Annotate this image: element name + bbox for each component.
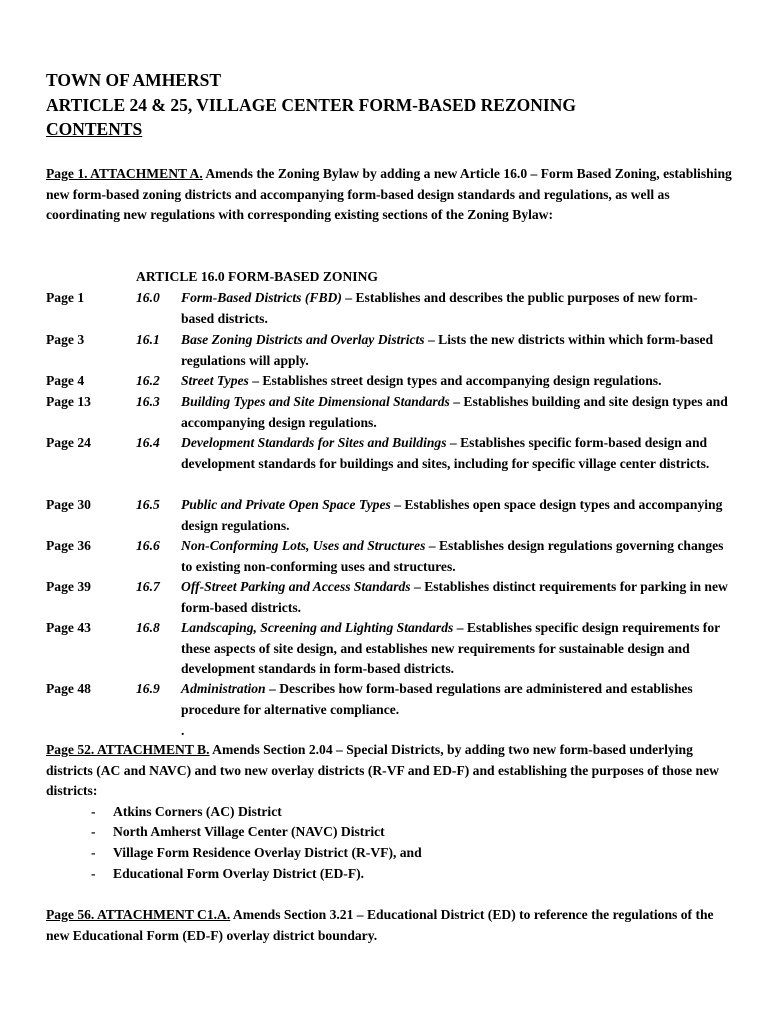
toc-section-number: 16.9 [136,681,160,696]
attachment-b-text: Amends Section 2.04 – Special Districts, by adding two new form-based underlying districts (AC and NAVC) and two new overlay districts (R-VF and ED-F) and establishing the purposes of those new districts: [46,742,719,799]
toc-section-desc: – Establishes design regulations governing changes to existing non-conforming uses and structures. [181,538,724,574]
attachment-c-paragraph [46,905,736,946]
toc-section-title: Base Zoning Districts and Overlay Districts [181,332,425,347]
toc-section-desc: – Describes how form-based regulations are administered and establishes procedure for alternative compliance. [181,681,693,717]
article-title: ARTICLE 24 & 25, VILLAGE CENTER FORM-BASED REZONING [46,95,576,115]
toc-section-title: Administration [181,681,266,696]
toc-section-title: Development Standards for Sites and Buildings [181,435,447,450]
toc-section-number: 16.7 [136,579,160,594]
toc-description [181,618,729,680]
attachment-c-text: Amends Section 3.21 – Educational District (ED) to reference the regulations of the new Educational Form (ED-F) overlay district boundary. [46,907,714,943]
list-dash: - [91,866,96,881]
toc-section-number: 16.8 [136,620,160,635]
toc-description [181,536,729,577]
toc-section-title: Building Types and Site Dimensional Standards [181,394,450,409]
contents-heading: CONTENTS [46,119,143,139]
toc-page-ref: Page 39 [46,579,91,594]
list-item-text: North Amherst Village Center (NAVC) District [113,824,385,839]
toc-page-ref: Page 3 [46,332,85,347]
toc-section-desc: – Establishes building and site design types and accompanying design regulations. [181,394,728,430]
list-dash: - [91,824,96,839]
toc-section-desc: – Establishes open space design types and accompanying design regulations. [181,497,723,533]
toc-page-ref: Page 43 [46,620,91,635]
town-title: TOWN OF AMHERST [46,70,222,90]
toc-page-ref: Page 13 [46,394,91,409]
toc-page-ref: Page 4 [46,373,85,388]
toc-description [181,679,729,720]
toc-page-ref: Page 1 [46,290,85,305]
list-item-text: Educational Form Overlay District (ED-F). [113,866,365,881]
toc-section-number: 16.1 [136,332,160,347]
attachment-c-ref: Page 56. ATTACHMENT C1.A. [46,907,231,922]
toc-description [181,433,729,474]
stray-period: . [181,723,185,738]
list-dash: - [91,804,96,819]
list-dash: - [91,845,96,860]
toc-section-number: 16.3 [136,394,160,409]
toc-section-title: Form-Based Districts (FBD) [181,290,342,305]
toc-section-desc: – Establishes distinct requirements for parking in new form-based districts. [181,579,728,615]
toc-section-desc: – Establishes street design types and accompanying design regulations. [248,373,662,388]
toc-section-number: 16.4 [136,435,160,450]
attachment-a-text: Amends the Zoning Bylaw by adding a new Article 16.0 – Form Based Zoning, establishing new form-based zoning districts and accompanying form-based design standards and regulations, as well as coordinating new regulations with corresponding existing sections of the Zoning Bylaw: [46,166,732,223]
attachment-b-ref: Page 52. ATTACHMENT B. [46,742,210,757]
attachment-a-paragraph [46,164,736,226]
article-16-heading: ARTICLE 16.0 FORM-BASED ZONING [136,269,378,284]
toc-section-title: Public and Private Open Space Types [181,497,391,512]
list-item-text: Atkins Corners (AC) District [113,804,282,819]
toc-description [181,495,729,536]
toc-section-title: Landscaping, Screening and Lighting Standards [181,620,454,635]
toc-page-ref: Page 36 [46,538,91,553]
toc-section-number: 16.0 [136,290,160,305]
toc-description [181,371,729,392]
toc-section-number: 16.5 [136,497,160,512]
toc-section-number: 16.2 [136,373,160,388]
attachment-a-ref: Page 1. ATTACHMENT A. [46,166,203,181]
toc-section-desc: – Establishes and describes the public purposes of new form-based districts. [181,290,698,326]
toc-section-desc: – Establishes specific form-based design and development standards for buildings and sites, including for specific village center districts. [181,435,710,471]
toc-page-ref: Page 24 [46,435,91,450]
toc-section-desc: – Lists the new districts within which form-based regulations will apply. [181,332,714,368]
toc-section-title: Non-Conforming Lots, Uses and Structures [181,538,426,553]
toc-description [181,577,729,618]
toc-page-ref: Page 30 [46,497,91,512]
toc-section-number: 16.6 [136,538,160,553]
toc-description [181,392,729,433]
toc-section-title: Off-Street Parking and Access Standards [181,579,411,594]
list-item-text: Village Form Residence Overlay District (R-VF), and [113,845,422,860]
toc-page-ref: Page 48 [46,681,91,696]
toc-section-desc: – Establishes specific design requirements for these aspects of site design, and establishes new requirements for sustainable design and development standards in form-based districts. [181,620,720,677]
toc-section-title: Street Types [181,373,249,388]
attachment-b-paragraph [46,740,736,802]
toc-description [181,330,729,371]
toc-description [181,288,729,329]
